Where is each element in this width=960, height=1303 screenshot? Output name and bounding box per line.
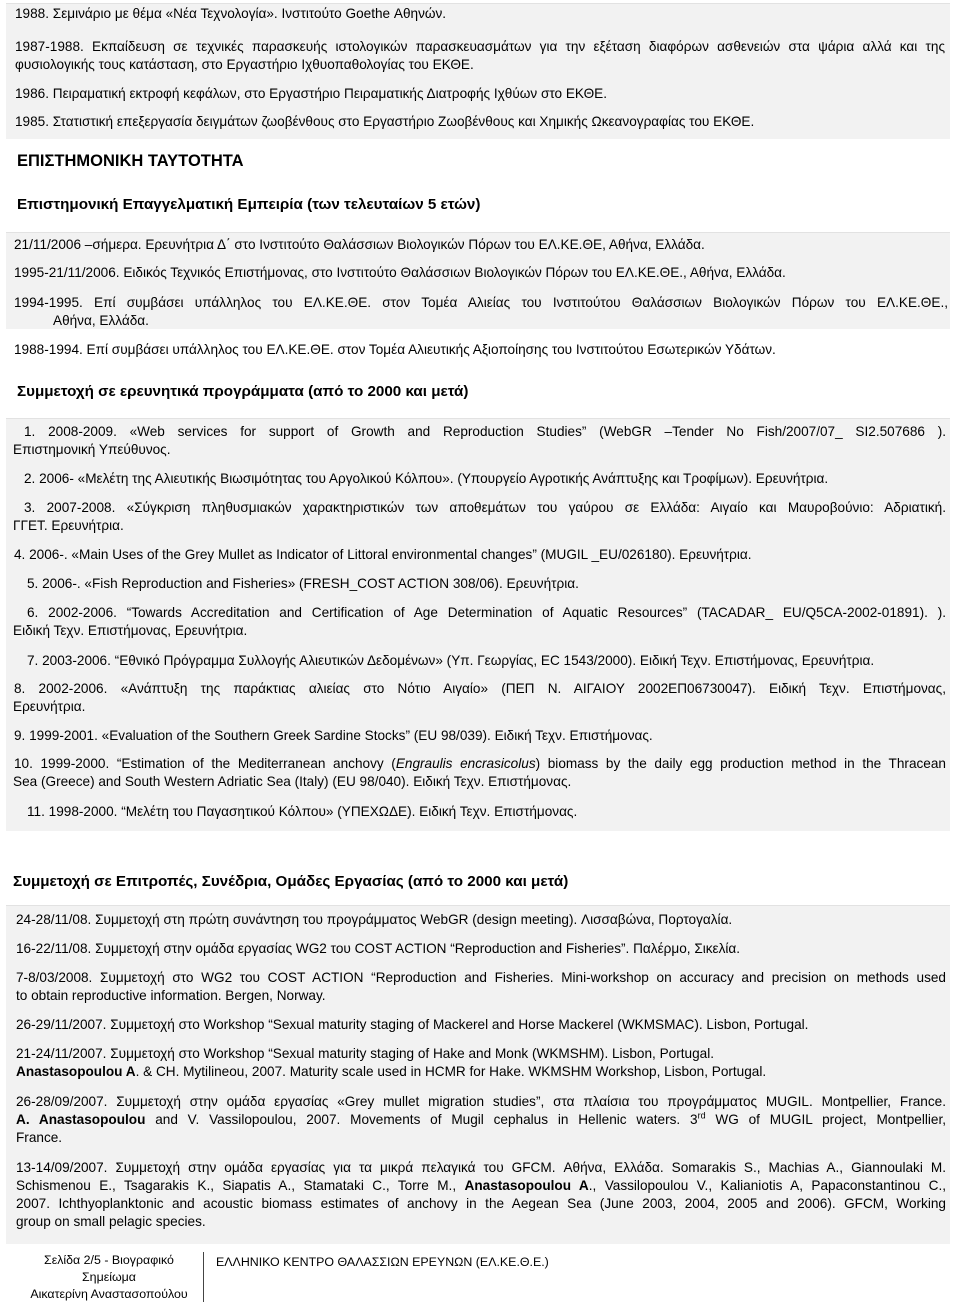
experience-item: 1988-1994. Επί συμβάσει υπάλληλος του ΕΛ.ΚΕ.ΘΕ. στον Τομέα Αλιευτικής Αξιοποίησης του Ινστιτούτου Εσωτερικών Υδάτων. — [14, 342, 776, 357]
experience-item: 1994-1995. Επί συμβάσει υπάλληλος του ΕΛ.ΚΕ.ΘΕ. στον Τομέα Αλιείας του Ινστιτούτου Θαλάσσιων Βιολογικών Πόρων του ΕΛ.ΚΕ.ΘΕ., — [14, 295, 948, 310]
program-item: 7. 2003-2006. “Εθνικό Πρόγραμμα Συλλογής Αλιευτικών Δεδομένων» (Υπ. Γεωργίας, EC 1543/2000). Ειδική Τεχν. Επιστήμονας, Ερευνήτρια. — [27, 653, 875, 668]
committee-item — [16, 1111, 946, 1129]
program-item: Ειδική Τεχν. Επιστήμονας, Ερευνήτρια. — [13, 623, 248, 638]
footer-organization: ΕΛΛΗΝΙΚΟ ΚΕΝΤΡΟ ΘΑΛΑΣΣΙΩΝ ΕΡΕΥΝΩΝ (ΕΛ.ΚΕ.Θ.Ε.) — [216, 1255, 549, 1269]
committee-item: 13-14/09/2007. Συμμετοχή στην ομάδα εργασίας για τα μικρά πελαγικά του GFCM. Αθήνα, Ελλάδα. Somarakis S., Machias A., Giannoulaki M. — [16, 1160, 946, 1175]
footer-author: Αικατερίνη Αναστασοπούλου — [30, 1287, 188, 1301]
training-item: 1988. Σεμινάριο με θέμα «Νέα Τεχνολογία». Ινστιτούτο Goethe Αθηνών. — [15, 6, 447, 21]
experience-item: 21/11/2006 –σήμερα. Ερευνήτρια Δ΄ στο Ινστιτούτο Θαλάσσιων Βιολογικών Πόρων του ΕΛ.ΚΕ.ΘΕ, Αθήνα, Ελλάδα. — [14, 237, 705, 252]
committee-item: group on small pelagic species. — [16, 1214, 206, 1229]
training-item: φυσιολογικής τους κατάσταση, στο Εργαστήριο Ιχθυοπαθολογίας του ΕΚΘΕ. — [15, 57, 474, 72]
committee-item: 26-28/09/2007. Συμμετοχή στην ομάδα εργασίας «Grey mullet migration studies”, στα πλαίσια του προγράμματος MUGIL. Montpellier, France. — [16, 1094, 946, 1109]
program-text: ) biomass by the daily egg production method in the Thracean — [535, 756, 946, 771]
program-item: 11. 1998-2000. “Μελέτη του Παγασητικού Κόλπου» (ΥΠΕΧΩΔΕ). Ειδική Τεχν. Επιστήμονας. — [27, 804, 578, 819]
program-item: 3. 2007-2008. «Σύγκριση πληθυσμιακών χαρακτηριστικών των αποθεμάτων του γαύρου σε Ελλάδα: Αιγαίο και Μαυροβούνιο: Αδριατική. — [24, 500, 946, 515]
experience-item: 1995-21/11/2006. Ειδικός Τεχνικός Επιστήμονας, στο Ινστιτούτο Θαλάσσιων Βιολογικών Πόρων του ΕΛ.ΚΕ.ΘΕ., Αθήνα, Ελλάδα. — [14, 265, 786, 280]
program-item: Ερευνήτρια. — [13, 699, 86, 714]
training-item: 1986. Πειραματική εκτροφή κεφάλων, στο Εργαστήριο Πειραματικής Διατροφής Ιχθύων στο ΕΚΘΕ. — [15, 86, 607, 101]
program-item: 2. 2006- «Μελέτη της Αλιευτικής Βιωσιμότητας του Αργολικού Κόλπου». (Υπουργείο Αγροτικής Ανάπτυξης και Τροφίμων). Ερευνήτρια. — [24, 471, 829, 486]
program-item: Επιστημονική Υπεύθυνος. — [13, 442, 171, 457]
program-item: 4. 2006-. «Main Uses of the Grey Mullet as Indicator of Littoral environmental changes” (MUGIL _EU/026180). Ερευνήτρια. — [14, 547, 752, 562]
program-item: ΓΓΕΤ. Ερευνήτρια. — [13, 518, 124, 533]
citation-text: . & CH. Mytilineou, 2007. Maturity scale used in HCMR for Hake. WKMSHM Workshop, Lisbon, Portugal. — [135, 1064, 767, 1079]
footer-divider — [203, 1252, 204, 1302]
program-item: Sea (Greece) and South Western Adriatic Sea (Italy) (EU 98/040). Ειδική Τεχν. Επιστήμονας. — [13, 774, 572, 789]
section-title-committees: Συμμετοχή σε Επιτροπές, Συνέδρια, Ομάδες Εργασίας (από το 2000 και μετά) — [13, 873, 569, 890]
footer-page-label: Σελίδα 2/5 - Βιογραφικό — [44, 1253, 174, 1267]
author-name: Anastasopoulou A — [464, 1178, 589, 1193]
program-item: 6. 2002-2006. “Towards Accreditation and Certification of Age Determination of Aquatic Resources” (TACADAR_ EU/Q5CA-2002-01891). ). — [27, 605, 946, 620]
committee-item: 26-29/11/2007. Συμμετοχή στο Workshop “Sexual maturity staging of Mackerel and Horse Mackerel (WKMSMAC). Lisbon, Portugal. — [16, 1017, 809, 1032]
training-item: 1985. Στατιστική επεξεργασία δειγμάτων ζωοβένθους στο Εργαστήριο Ζωοβένθους και Χημικής Ωκεανογραφίας του ΕΚΘΕ. — [15, 114, 755, 129]
experience-item: Αθήνα, Ελλάδα. — [53, 313, 149, 328]
committee-item: 24-28/11/08. Συμμετοχή στη πρώτη συνάντηση του προγράμματος WebGR (design meeting). Λισσαβώνα, Πορτογαλία. — [16, 912, 733, 927]
author-name: Anastasopoulou A — [16, 1064, 136, 1079]
citation-text: Schismenou E., Tsagarakis K., Siapatis A., Stamataki C., Torre M., — [16, 1178, 465, 1193]
program-text: 10. 1999-2000. “Estimation of the Mediterranean anchovy ( — [14, 756, 396, 771]
species-name: Engraulis encrasicolus — [395, 756, 536, 771]
citation-text: ., Vassilopoulou V., Kalianiotis A, Papaconstantinou C., — [588, 1178, 947, 1193]
subsection-title-experience: Επιστημονική Επαγγελματική Εμπειρία (των τελευταίων 5 ετών) — [17, 196, 481, 213]
committee-item: 16-22/11/08. Συμμετοχή στην ομάδα εργασίας WG2 του COST ACTION “Reproduction and Fisheries”. Παλέρμο, Σικελία. — [16, 941, 741, 956]
committee-item: 2007. Ichthyoplanktonic and acoustic biomass estimates of anchovy in the Aegean Sea (June 2003, 2004, 2005 and 2006). GFCM, Working — [16, 1196, 946, 1211]
program-item: 8. 2002-2006. «Ανάπτυξη της παράκτιας αλιείας στο Νότιο Αιγαίο» (ΠΕΠ Ν. ΑΙΓΑΙΟΥ 2002ΕΠ06730047). Ειδική Τεχν. Επιστήμονας, — [14, 681, 946, 696]
program-item: 1. 2008-2009. «Web services for support of Growth and Reproduction Studies” (WebGR –Tender No Fish/2007/07_ SI2.507686 ). — [24, 424, 946, 439]
committee-item: to obtain reproductive information. Bergen, Norway. — [16, 988, 326, 1003]
footer-doc-label: Σημείωμα — [82, 1270, 136, 1284]
committee-item — [16, 1063, 766, 1081]
program-item — [14, 755, 946, 773]
training-item: 1987-1988. Εκπαίδευση σε τεχνικές παρασκευής ιστολογικών παρασκευασμάτων για την εξέταση διαφόρων ασθενειών στα ψάρια αλλά και της — [15, 39, 945, 54]
committee-item: 7-8/03/2008. Συμμετοχή στο WG2 του COST ACTION “Reproduction and Fisheries. Mini-workshop on accuracy and precision on methods used — [16, 970, 946, 985]
section-title-programs: Συμμετοχή σε ερευνητικά προγράμματα (από το 2000 και μετά) — [17, 383, 469, 400]
author-name: A. Anastasopoulou — [16, 1112, 146, 1127]
citation-text: WG of MUGIL project, Montpellier, — [705, 1112, 947, 1127]
section-title-identity: ΕΠΙΣΤΗΜΟΝΙΚΗ ΤΑΥΤΟΤΗΤΑ — [17, 152, 244, 170]
footer-left — [20, 1252, 198, 1303]
committee-item: 21-24/11/2007. Συμμετοχή στο Workshop “Sexual maturity staging of Hake and Monk (WKMSHM). Lisbon, Portugal. — [16, 1046, 715, 1061]
committee-item: France. — [16, 1130, 63, 1145]
program-item: 9. 1999-2001. «Evaluation of the Southern Greek Sardine Stocks” (EU 98/039). Ειδική Τεχν. Επιστήμονας. — [14, 728, 653, 743]
superscript: rd — [697, 1110, 706, 1121]
program-item: 5. 2006-. «Fish Reproduction and Fisheries» (FRESH_COST ACTION 308/06). Ερευνήτρια. — [27, 576, 579, 591]
citation-text: and V. Vassilopoulou, 2007. Movements of Mugil cephalus in Hellenic waters. 3 — [145, 1112, 698, 1127]
committee-item — [16, 1177, 946, 1195]
